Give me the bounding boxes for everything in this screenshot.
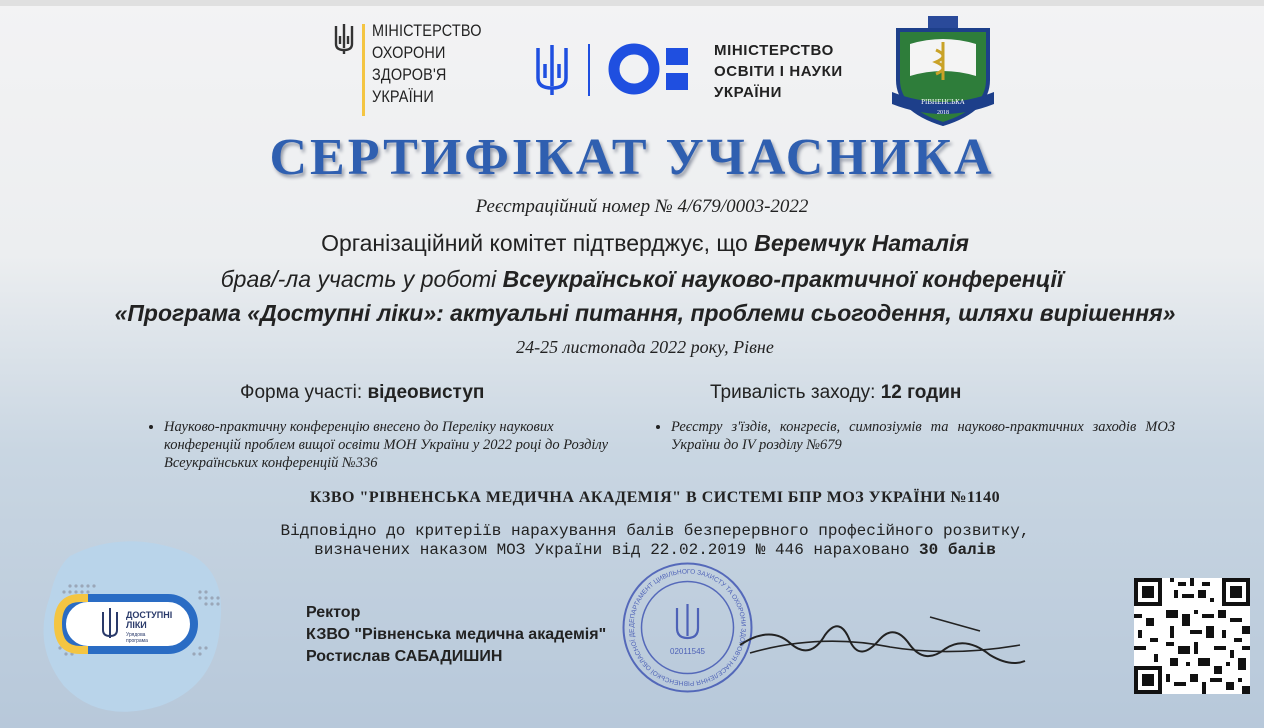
qr-code[interactable] (1134, 578, 1250, 694)
signatory-name: Ростислав САБАДИШИН (306, 648, 503, 665)
conference-title: «Програма «Доступні ліки»: актуальні питання, проблеми сьогодення, шляхи вирішення» (114, 300, 1176, 326)
signatory-role: Ректор (306, 604, 361, 621)
svg-text:програма: програма (126, 638, 148, 644)
points-statement: Відповідно до критеріїв нарахування балів безперервного професійного розвитку, визначених наказом МОЗ України від 22.02.2019 № 446 нараховано 30 балів (280, 522, 1030, 559)
registration-number: Реєстраційний номер № 4/679/0003-2022 (475, 196, 809, 217)
signatory-institution: КЗВО "Рівненська медична академія" (306, 626, 607, 643)
academy-emblem-lettering: РІВНЕНСЬКА (921, 98, 965, 106)
conference-type: Всеукраїнської науково-практичної конференції (502, 266, 1064, 292)
participant-name: Веремчук Наталія (754, 230, 969, 256)
confirmation-line: Організаційний комітет підтверджує, що Веремчук Наталія (321, 230, 969, 256)
trident-blue-icon (532, 42, 572, 98)
program-name: ДОСТУПНІ (126, 610, 173, 620)
program-logo (40, 536, 230, 716)
note-moz: • Реєстру з'їздів, конгресів, симпозіумів та науково-практичних заходів МОЗ України до IV розділу №679 (655, 418, 1175, 454)
signatory-block (306, 602, 606, 668)
stamp-ring-text: ДЕПАРТАМЕНТ ЦИВІЛЬНОГО ЗАХИСТУ ТА ОХОРОНИ ЗДОРОВ'Я НАСЕЛЕННЯ РІВНЕНСЬКОЇ ОБЛАСНОЇ ДЕ (628, 568, 747, 687)
event-duration: Тривалість заходу: 12 годин (710, 382, 962, 403)
svg-text:ЛІКИ: ЛІКИ (126, 620, 147, 630)
academy-shield-icon (888, 14, 998, 126)
moh-divider (362, 24, 365, 116)
mon-mark-icon (608, 42, 698, 98)
top-border (0, 0, 1264, 6)
qr-code-graphic (1134, 578, 1250, 694)
mon-logo (532, 38, 862, 104)
trident-icon (332, 22, 356, 56)
academy-emblem (888, 14, 998, 126)
stamp-trident-icon (677, 604, 698, 638)
rector-signature (730, 605, 1030, 680)
mon-divider (588, 44, 590, 96)
participation-line: брав/-ла участь у роботі Всеукраїнської науково-практичної конференції (220, 266, 1064, 292)
mon-name: МІНІСТЕРСТВО ОСВІТИ І НАУКИ УКРАЇНИ (714, 42, 843, 101)
points-value: 30 балів (919, 541, 996, 559)
note-mon: • Науково-практичну конференцію внесено до Переліку наукових конференцій проблем вищої освіти МОН України у 2022 році до Розділу Всеукраїнських конференцій №336 (148, 418, 633, 472)
stamp-code: 02011545 (670, 647, 705, 656)
participation-form: Форма участі: відеовиступ (240, 382, 485, 403)
conference-dates: 24-25 листопада 2022 року, Рівне (516, 337, 774, 357)
svg-text:2018: 2018 (937, 110, 949, 116)
svg-text:Урядова: Урядова (126, 632, 146, 638)
moh-name: МІНІСТЕРСТВО ОХОРОНИ ЗДОРОВ'Я УКРАЇНИ (372, 21, 482, 106)
academy-name: КЗВО "РІВНЕНСЬКА МЕДИЧНА АКАДЕМІЯ" В СИСТЕМІ БПР МОЗ УКРАЇНИ №1140 (309, 489, 1001, 506)
program-logo-graphic (40, 536, 230, 716)
moh-logo (330, 18, 500, 118)
certificate-title: СЕРТИФІКАТ УЧАСНИКА (269, 129, 995, 186)
